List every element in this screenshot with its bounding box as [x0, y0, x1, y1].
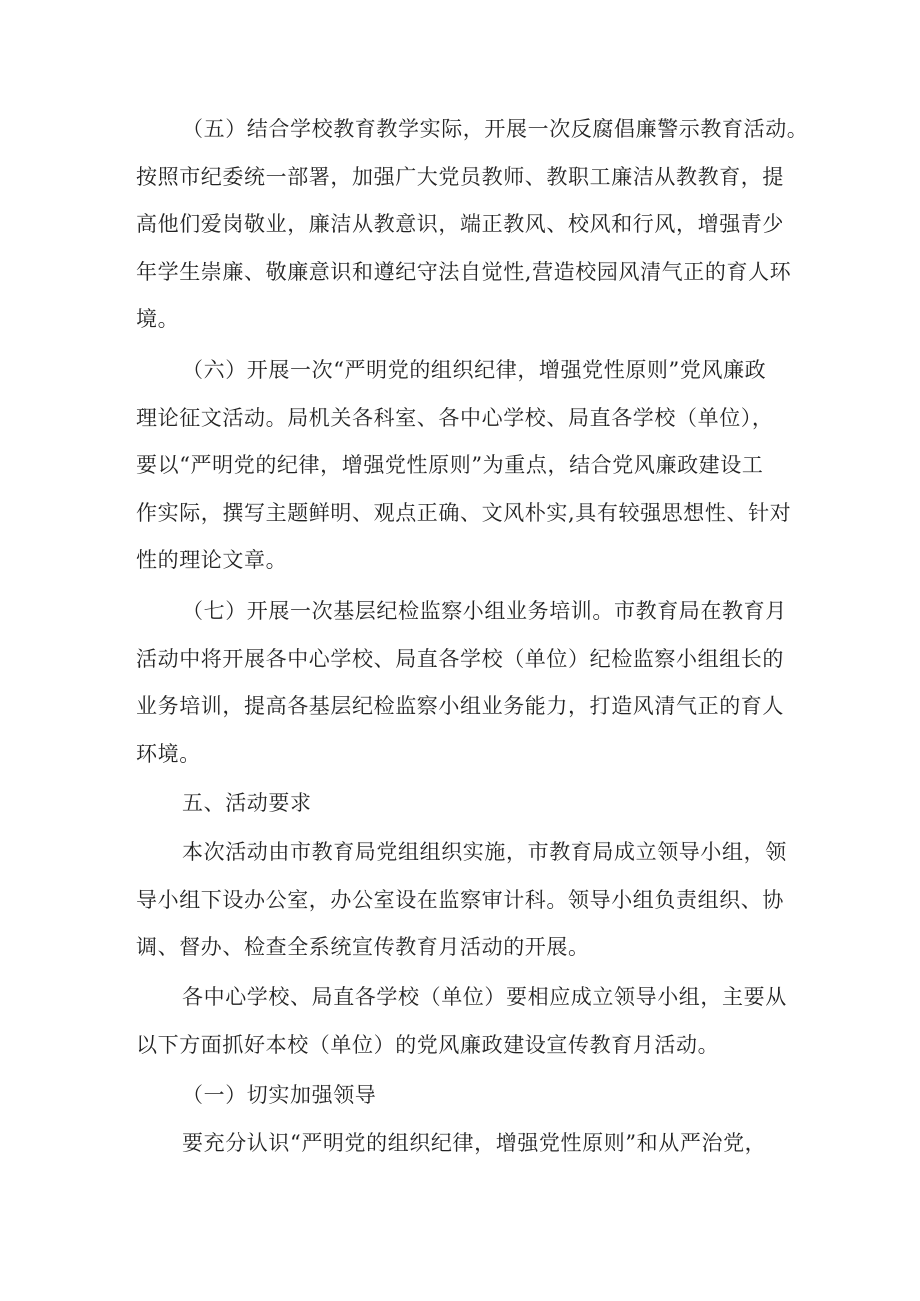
text-line: 导小组下设办公室，办公室设在监察审计科。领导小组负责组织、协 — [136, 887, 784, 912]
text-line: 按照市纪委统一部署，加强广大党员教师、教职工廉洁从教教育，提 — [136, 164, 784, 189]
text-line: （五）结合学校教育教学实际，开展一次反腐倡廉警示教育活动。 — [182, 117, 809, 141]
text-line: 调、督办、检查全系统宣传教育月活动的开展。 — [136, 935, 590, 959]
text-line: 以下方面抓好本校（单位）的党风廉政建设宣传教育月活动。 — [136, 1032, 720, 1057]
subheading-text: （一）切实加强领导 — [182, 1083, 377, 1107]
paragraph-activity-5 — [136, 106, 809, 344]
text-line: 各中心学校、局直各学校（单位）要相应成立领导小组，主要从 — [182, 985, 787, 1009]
text-line: 业务培训，提高各基层纪检监察小组业务能力，打造风清气正的育人 — [136, 694, 784, 718]
text-line: 要充分认识“严明党的组织纪律，增强党性原则”和从严治党， — [182, 1131, 767, 1155]
text-line: 要以“严明党的纪律，增强党性原则”为重点，结合党风廉政建设工 — [136, 453, 764, 477]
section-heading-text: 五、活动要求 — [182, 791, 312, 815]
text-line: 作实际，撰写主题鲜明、观点正确、文风朴实,具有较强思想性、针对 — [136, 500, 792, 525]
text-line: 环境。 — [136, 741, 201, 766]
paragraph-activity-7 — [136, 588, 800, 778]
paragraph-organization — [136, 829, 800, 972]
text-line: 理论征文活动。局机关各科室、各中心学校、局直各学校（单位）， — [136, 405, 774, 430]
section-heading-requirements — [136, 780, 800, 828]
text-line: 高他们爱岗敬业，廉洁从教意识，端正教风、校风和行风，增强青少 — [136, 212, 784, 236]
text-line: 年学生崇廉、敬廉意识和遵纪守法自觉性,营造校园风清气正的育人环 — [136, 259, 792, 284]
paragraph-awareness — [136, 1120, 800, 1168]
text-line: 本次活动由市教育局党组组织实施，市教育局成立领导小组，领 — [182, 840, 787, 864]
paragraph-leading-groups — [136, 974, 800, 1069]
text-line: （六）开展一次“严明党的组织纪律，增强党性原则”党风廉政 — [182, 358, 767, 382]
text-line: 性的理论文章。 — [136, 548, 288, 572]
text-line: 活动中将开展各中心学校、局直各学校（单位）纪检监察小组组长的 — [136, 646, 784, 671]
text-line: 境。 — [136, 307, 180, 331]
paragraph-activity-6 — [136, 347, 800, 585]
text-line: （七）开展一次基层纪检监察小组业务培训。市教育局在教育月 — [182, 599, 787, 623]
subheading-leadership — [136, 1072, 800, 1120]
